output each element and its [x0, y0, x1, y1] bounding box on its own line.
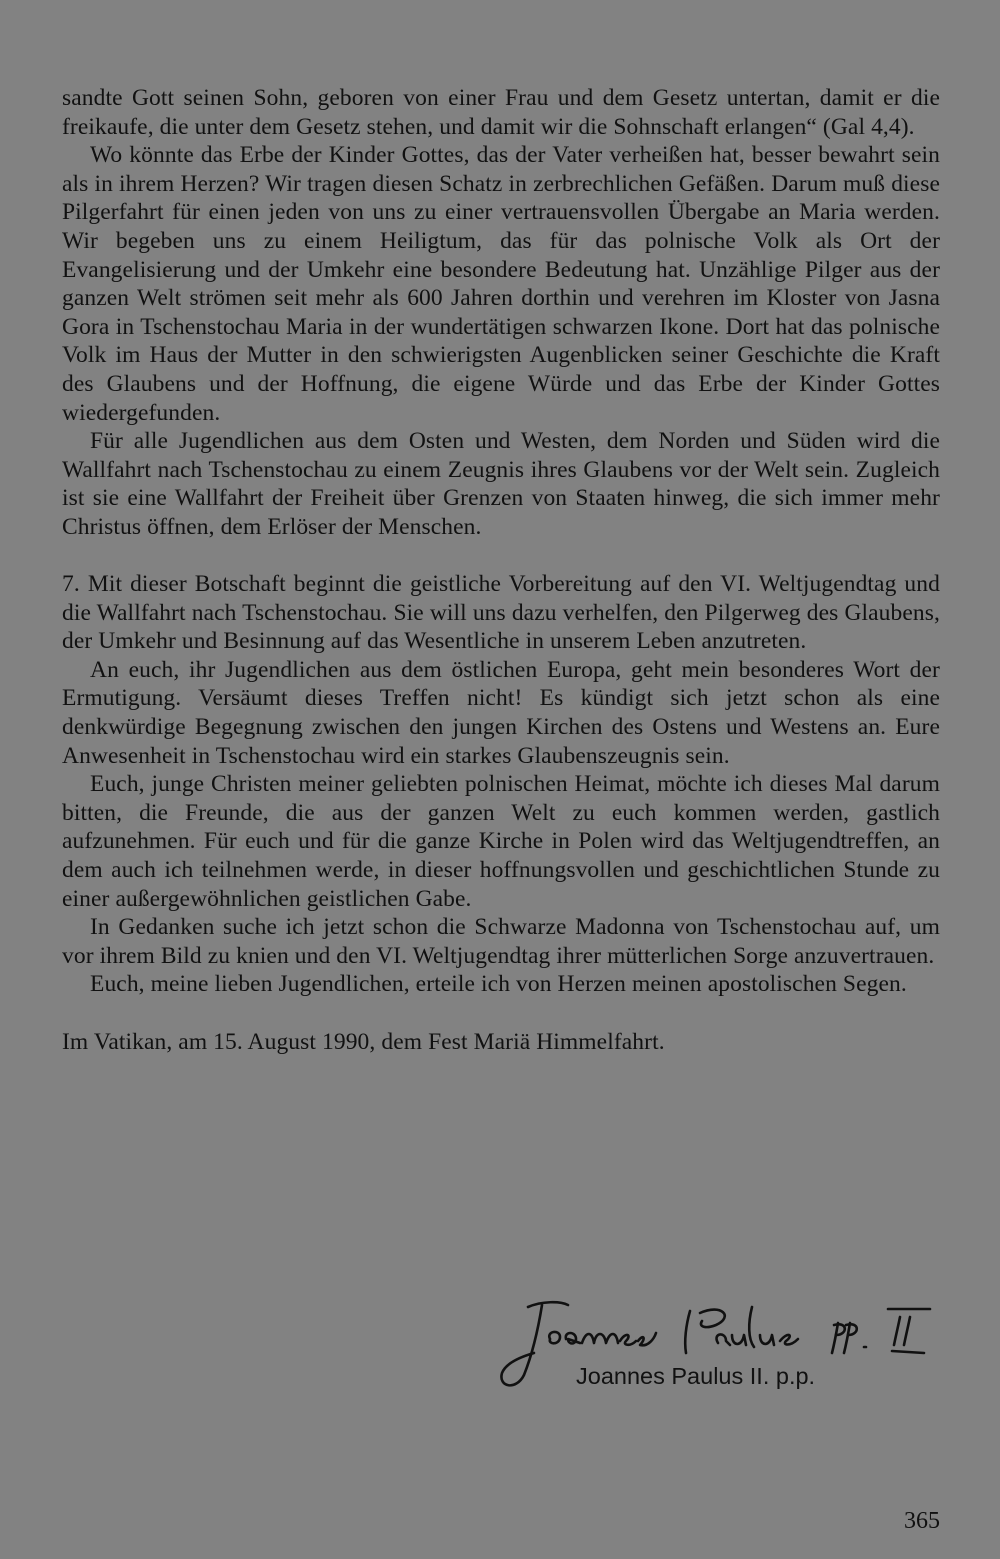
paragraph-7: In Gedanken suche ich jetzt schon die Schwarze Madonna von Tschenstochau auf, um vor ihrem Bild zu knien und den VI. Weltjugendtag ihrer mütterlichen Sorge anzuvertrauen.: [62, 914, 940, 969]
paragraph-6: Euch, junge Christen meiner geliebten polnischen Heimat, möchte ich dieses Mal darum bitten, die Freunde, die aus der ganzen Welt zu euch kommen werden, gastlich aufzunehmen. Für euch und für die ganze Kirche in Polen wird das Weltjugendtreffen, an dem auch ich teilnehmen werde, in dieser hoffnungsvollen und geschichtlichen Stunde zu einer außergewöhnlichen geistlichen Gabe.: [62, 771, 940, 912]
paragraph-1: sandte Gott seinen Sohn, geboren von einer Frau und dem Gesetz untertan, damit er die freikaufe, die unter dem Gesetz stehen, und damit wir die Sohnschaft erlangen“ (Gal 4,4).: [62, 85, 940, 140]
paragraph-gap: [62, 542, 940, 571]
paragraph-5: An euch, ihr Jugendlichen aus dem östlichen Europa, geht mein besonderes Wort der Ermutigung. Versäumt dieses Treffen nicht! Es kündigt sich jetzt schon als eine denkwürdige Begegnung zwischen den jungen Kirchen des Ostens und Westens an. Eure Anwesenheit in Tschenstochau wird ein starkes Glaubenszeugnis sein.: [62, 656, 940, 769]
signature-block: [490, 1295, 960, 1395]
paragraph-3: Für alle Jugendlichen aus dem Osten und Westen, dem Norden und Süden wird die Wallfahrt nach Tschenstochau zu einem Zeugnis ihres Glaubens vor der Welt sein. Zugleich ist sie eine Wallfahrt der Freiheit über Grenzen von Staaten hinweg, die sich immer mehr Christus öffnen, dem Erlöser der Menschen.: [62, 428, 940, 540]
page-number: 365: [904, 1508, 940, 1534]
paragraph-gap: [62, 999, 940, 1028]
paragraph-8: Euch, meine lieben Jugendlichen, erteile ich von Herzen meinen apostolischen Segen.: [90, 971, 907, 998]
printed-signature-name: Joannes Paulus II. p.p.: [576, 1363, 816, 1389]
document-body: [62, 84, 940, 1056]
date-line: Im Vatikan, am 15. August 1990, dem Fest Mariä Himmelfahrt.: [62, 1028, 665, 1055]
paragraph-2: Wo könnte das Erbe der Kinder Gottes, das der Vater verheißen hat, besser bewahrt sein als in ihrem Herzen? Wir tragen diesen Schatz in zerbrechlichen Gefäßen. Darum muß diese Pilgerfahrt für einen jeden von uns zu einer vertrauensvollen Übergabe an Maria werden. Wir begeben uns zu einem Heiligtum, das für das polnische Volk als Ort der Evangelisierung und der Umkehr eine besondere Bedeutung hat. Unzählige Pilger aus der ganzen Welt strömen seit mehr als 600 Jahren dorthin und verehren im Kloster von Jasna Gora in Tschenstochau Maria in der wundertätigen schwarzen Ikone. Dort hat das polnische Volk im Haus der Mutter in den schwierigsten Augenblicken seiner Geschichte die Kraft des Glaubens und der Hoffnung, die eigene Würde und das Erbe der Kinder Gottes wiedergefunden.: [62, 142, 940, 426]
paragraph-4: 7. Mit dieser Botschaft beginnt die geistliche Vorbereitung auf den VI. Weltjugendtag und die Wallfahrt nach Tschenstochau. Sie will uns dazu verhelfen, den Pilgerweg des Glaubens, der Umkehr und Besinnung auf das Wesentliche in unserem Leben anzutreten.: [62, 571, 940, 655]
